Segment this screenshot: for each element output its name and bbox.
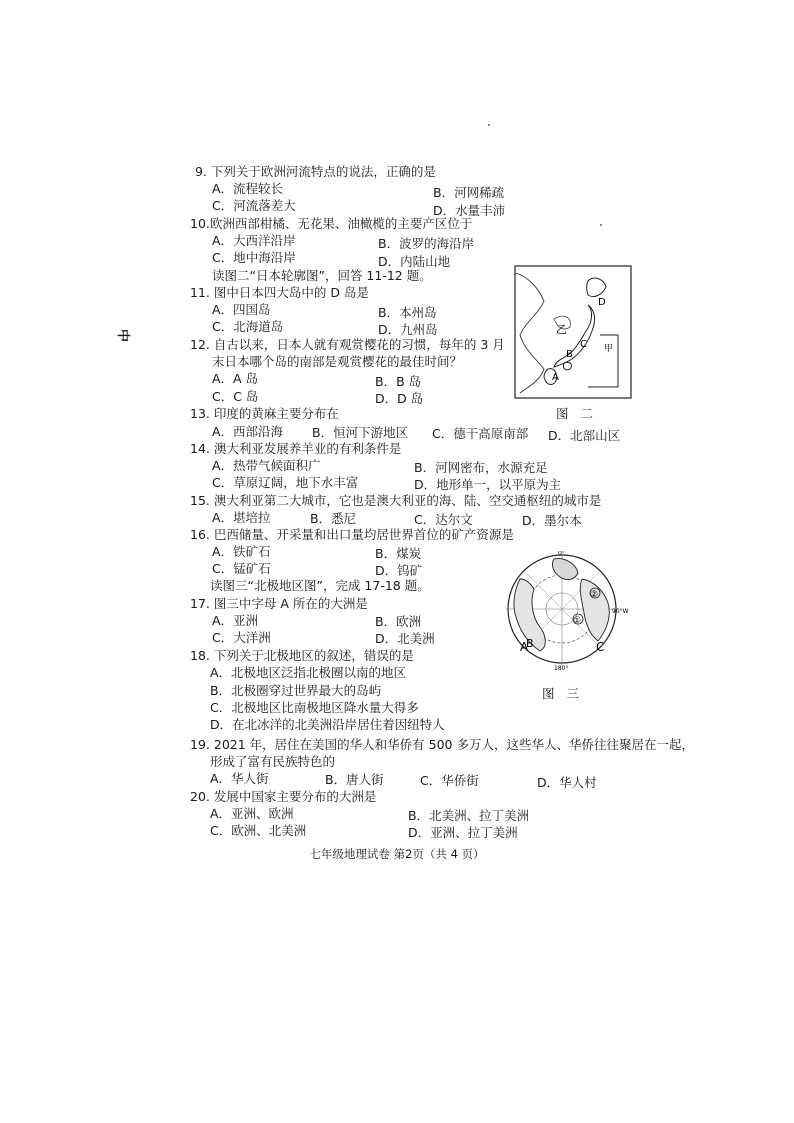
question-19-stem: 19. 2021 年，居住在美国的华人和华侨有 500 多万人，这些华人、华侨往往聚居在一起， bbox=[190, 737, 694, 752]
q12-option-a: A．A 岛 bbox=[212, 371, 259, 386]
label-circle-1: ① bbox=[573, 616, 582, 626]
label-b: B bbox=[566, 349, 573, 360]
q9-option-b: B．河网稀疏 bbox=[433, 185, 505, 200]
map-frame bbox=[515, 266, 631, 398]
label-jia: 甲 bbox=[604, 344, 614, 354]
q20-option-b: B．北美洲、拉丁美洲 bbox=[408, 808, 530, 823]
q13-option-d: D．北部山区 bbox=[548, 428, 621, 443]
q14-option-c: C．草原辽阔，地下水丰富 bbox=[212, 475, 359, 490]
q14-option-b: B．河网密布，水源充足 bbox=[414, 460, 548, 475]
q19-option-c: C．华侨街 bbox=[420, 773, 479, 788]
question-18-stem: 18. 下列关于北极地区的叙述，错误的是 bbox=[190, 648, 414, 663]
scan-speck bbox=[600, 224, 602, 226]
q18-option-b: B．北极圈穿过世界最大的岛屿 bbox=[210, 683, 382, 698]
figure2-caption: 图 二 bbox=[556, 406, 597, 421]
figure3-caption: 图 三 bbox=[542, 686, 583, 701]
binding-mark: 中 bbox=[115, 328, 131, 343]
q9-option-a: A．流程较长 bbox=[212, 181, 284, 196]
q10-option-b: B．波罗的海沿岸 bbox=[378, 236, 475, 251]
question-13-stem: 13. 印度的黄麻主要分布在 bbox=[190, 406, 339, 421]
label-d: D bbox=[598, 297, 606, 308]
q19-option-b: B．唐人街 bbox=[325, 772, 384, 787]
q13-option-a: A．西部沿海 bbox=[212, 424, 284, 439]
q20-option-a: A．亚洲、欧洲 bbox=[210, 806, 294, 821]
q20-option-d: D．亚洲、拉丁美洲 bbox=[408, 825, 518, 840]
q12-option-c: C．C 岛 bbox=[212, 389, 259, 404]
reading-note-figure2: 读图二“日本轮廓图”，回答 11-12 题。 bbox=[212, 268, 432, 283]
label-a: A bbox=[520, 640, 529, 654]
question-16-stem: 16. 巴西储量、开采量和出口量均居世界首位的矿产资源是 bbox=[190, 527, 514, 542]
label-circle-2: ② bbox=[590, 590, 599, 600]
label-c: C bbox=[580, 339, 587, 350]
label-lon-180: 180° bbox=[554, 665, 569, 671]
figure3-arctic-map bbox=[490, 551, 630, 671]
q18-option-a: A．北极地区泛指北极圈以南的地区 bbox=[210, 665, 407, 680]
question-10-stem: 10.欧洲西部柑橘、无花果、油橄榄的主要产区位于 bbox=[190, 216, 473, 231]
question-14-stem: 14. 澳大利亚发展养羊业的有利条件是 bbox=[190, 441, 402, 456]
q16-option-d: D．钨矿 bbox=[375, 563, 423, 578]
q9-option-d: D．水量丰沛 bbox=[433, 203, 506, 218]
q18-option-d: D．在北冰洋的北美洲沿岸居住着因纽特人 bbox=[210, 717, 445, 732]
q13-option-b: B．恒河下游地区 bbox=[312, 425, 409, 440]
question-19-stem-cont: 形成了富有民族特色的 bbox=[210, 754, 336, 769]
question-15-stem: 15. 澳大利亚第二大城市，它也是澳大利亚的海、陆、空交通枢纽的城市是 bbox=[190, 493, 602, 508]
q15-option-d: D．墨尔本 bbox=[522, 513, 582, 528]
q12-option-b: B．B 岛 bbox=[375, 374, 422, 389]
label-lon-0: 0° bbox=[558, 551, 565, 557]
q14-option-d: D．地形单一，以平原为主 bbox=[414, 477, 562, 492]
q17-option-b: B．欧洲 bbox=[375, 614, 422, 629]
q16-option-c: C．锰矿石 bbox=[212, 561, 271, 576]
question-12-stem-cont: 末日本哪个岛的南部是观赏樱花的最佳时间？ bbox=[212, 354, 463, 369]
q15-option-c: C．达尔文 bbox=[414, 512, 473, 527]
question-17-stem: 17. 图三中字母 A 所在的大洲是 bbox=[190, 596, 368, 611]
q17-option-d: D．北美洲 bbox=[375, 631, 435, 646]
question-11-stem: 11. 图中日本四大岛中的 D 岛是 bbox=[190, 285, 369, 300]
q16-option-b: B．煤炭 bbox=[375, 546, 422, 561]
question-9-stem: 9. 下列关于欧洲河流特点的说法，正确的是 bbox=[195, 164, 436, 179]
q10-option-a: A．大西洋沿岸 bbox=[212, 233, 296, 248]
q17-option-c: C．大洋洲 bbox=[212, 630, 271, 645]
reading-note-figure3: 读图三“北极地区图”，完成 17-18 题。 bbox=[210, 578, 430, 593]
label-a: A bbox=[552, 372, 559, 383]
q14-option-a: A．热带气候面积广 bbox=[212, 458, 321, 473]
q17-option-a: A．亚洲 bbox=[212, 613, 259, 628]
page-footer: 七年级地理试卷 第2页（共 4 页） bbox=[309, 847, 485, 861]
q10-option-d: D．内陆山地 bbox=[378, 254, 451, 269]
label-yi: 乙 bbox=[556, 323, 567, 336]
q11-option-a: A．四国岛 bbox=[212, 302, 271, 317]
q19-option-a: A．华人街 bbox=[210, 771, 269, 786]
q15-option-a: A．堪培拉 bbox=[212, 510, 271, 525]
q9-option-c: C．河流落差大 bbox=[212, 198, 296, 213]
q15-option-b: B．悉尼 bbox=[310, 511, 357, 526]
question-20-stem: 20. 发展中国家主要分布的大洲是 bbox=[190, 789, 377, 804]
q19-option-d: D．华人村 bbox=[537, 775, 597, 790]
label-lon-90w: 90°W bbox=[612, 608, 629, 615]
scan-speck bbox=[488, 124, 490, 126]
label-c: C bbox=[596, 640, 605, 654]
q12-option-d: D．D 岛 bbox=[375, 391, 424, 406]
q16-option-a: A．铁矿石 bbox=[212, 544, 271, 559]
q11-option-b: B．本州岛 bbox=[378, 305, 437, 320]
q11-option-c: C．北海道岛 bbox=[212, 319, 284, 334]
question-12-stem: 12. 自古以来，日本人就有观赏樱花的习惯，每年的 3 月 bbox=[190, 337, 505, 352]
figure2-japan-map bbox=[514, 265, 632, 399]
label-b: B bbox=[526, 637, 534, 650]
q10-option-c: C．地中海沿岸 bbox=[212, 250, 296, 265]
q11-option-d: D．九州岛 bbox=[378, 322, 438, 337]
q20-option-c: C．欧洲、北美洲 bbox=[210, 823, 307, 838]
q13-option-c: C．德干高原南部 bbox=[432, 426, 529, 441]
q18-option-c: C．北极地区比南极地区降水量大得多 bbox=[210, 700, 419, 715]
